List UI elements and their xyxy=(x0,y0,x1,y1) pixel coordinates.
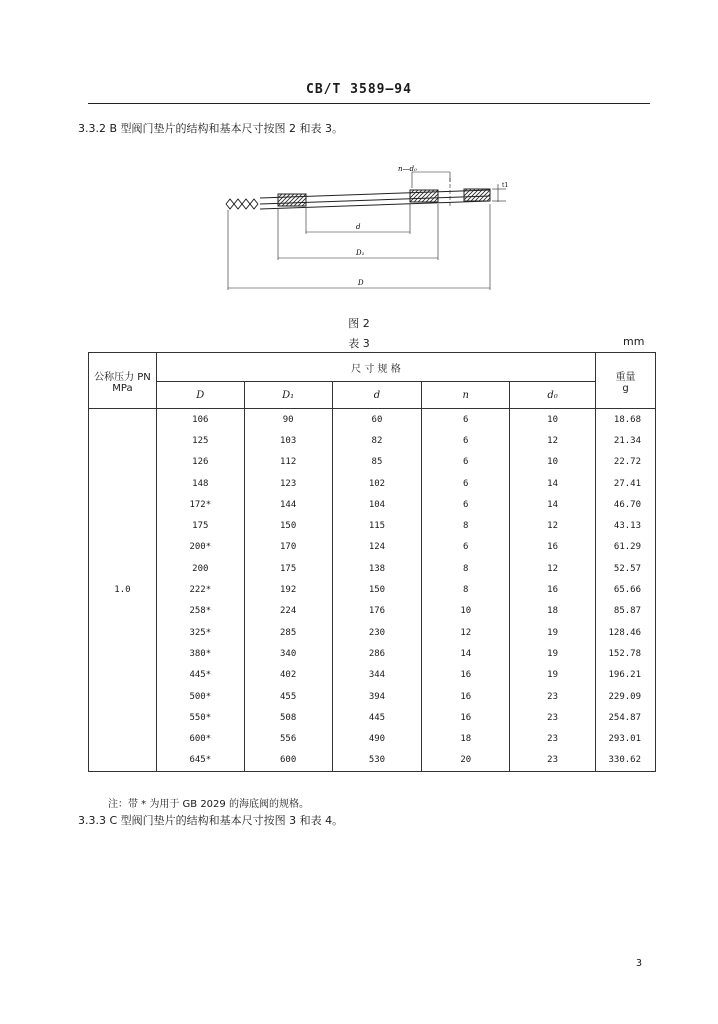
cell-weight: 85.87 xyxy=(595,601,655,622)
table-note: 注：带 * 为用于 GB 2029 的海底阀的规格。 xyxy=(108,799,309,810)
cell-n: 18 xyxy=(422,728,510,749)
cell-d0: 16 xyxy=(510,579,596,600)
header-rule xyxy=(88,103,650,104)
table-row xyxy=(89,728,656,749)
table-row xyxy=(89,707,656,728)
table-row xyxy=(89,622,656,643)
cell-D: 200* xyxy=(156,537,244,558)
table-row xyxy=(89,643,656,664)
cell-weight: 196.21 xyxy=(595,665,655,686)
cell-D: 380* xyxy=(156,643,244,664)
label-n-d0: n—d₀ xyxy=(398,165,417,173)
col-header-D: D xyxy=(156,382,244,409)
section-3-3-2-text: 3.3.2 B 型阀门垫片的结构和基本尺寸按图 2 和表 3。 xyxy=(78,122,344,135)
table-row xyxy=(89,494,656,515)
cell-n: 8 xyxy=(422,515,510,536)
cell-n: 6 xyxy=(422,409,510,431)
cell-n: 6 xyxy=(422,494,510,515)
figure-caption: 图 2 xyxy=(348,317,370,330)
dims-header: 尺 寸 规 格 xyxy=(156,353,595,382)
table-caption: 表 3 xyxy=(348,337,370,350)
table-row xyxy=(89,409,656,431)
table-body xyxy=(89,409,656,772)
cell-D1: 402 xyxy=(244,665,332,686)
cell-d0: 16 xyxy=(510,537,596,558)
cell-d0: 19 xyxy=(510,643,596,664)
unit-label: mm xyxy=(623,335,645,348)
cell-d0: 19 xyxy=(510,665,596,686)
cell-D: 645* xyxy=(156,750,244,772)
cell-weight: 330.62 xyxy=(595,750,655,772)
cell-D1: 340 xyxy=(244,643,332,664)
cell-D1: 150 xyxy=(244,515,332,536)
cell-weight: 21.34 xyxy=(595,430,655,451)
cell-d: 344 xyxy=(332,665,422,686)
cell-D: 125 xyxy=(156,430,244,451)
pn-unit: MPa xyxy=(112,382,133,394)
cell-weight: 22.72 xyxy=(595,452,655,473)
col-header-n: n xyxy=(422,382,510,409)
cell-d: 445 xyxy=(332,707,422,728)
table-row xyxy=(89,665,656,686)
cell-D1: 112 xyxy=(244,452,332,473)
figure-2-gasket-drawing xyxy=(220,160,520,304)
cell-D1: 455 xyxy=(244,686,332,707)
table-row xyxy=(89,686,656,707)
cell-D1: 123 xyxy=(244,473,332,494)
cell-D: 258* xyxy=(156,601,244,622)
cell-D1: 175 xyxy=(244,558,332,579)
dimension-table xyxy=(88,352,656,772)
cell-d: 394 xyxy=(332,686,422,707)
cell-d: 138 xyxy=(332,558,422,579)
cell-D: 126 xyxy=(156,452,244,473)
cell-d: 124 xyxy=(332,537,422,558)
cell-weight: 152.78 xyxy=(595,643,655,664)
cell-d0: 23 xyxy=(510,707,596,728)
cell-D1: 556 xyxy=(244,728,332,749)
table-row xyxy=(89,579,656,600)
table-row xyxy=(89,601,656,622)
table-row xyxy=(89,558,656,579)
page-number: 3 xyxy=(636,958,643,969)
cell-n: 16 xyxy=(422,686,510,707)
table-row xyxy=(89,430,656,451)
weight-header-cell xyxy=(595,353,655,409)
cell-weight: 27.41 xyxy=(595,473,655,494)
cell-d: 102 xyxy=(332,473,422,494)
cell-weight: 46.70 xyxy=(595,494,655,515)
cell-weight: 18.68 xyxy=(595,409,655,431)
label-D: D xyxy=(358,279,364,287)
table-row xyxy=(89,515,656,536)
cell-d0: 10 xyxy=(510,452,596,473)
cell-d0: 12 xyxy=(510,558,596,579)
cell-D: 200 xyxy=(156,558,244,579)
cell-d: 115 xyxy=(332,515,422,536)
cell-n: 6 xyxy=(422,430,510,451)
cell-d: 85 xyxy=(332,452,422,473)
cell-n: 16 xyxy=(422,707,510,728)
cell-D: 500* xyxy=(156,686,244,707)
cell-D: 445* xyxy=(156,665,244,686)
cell-D: 148 xyxy=(156,473,244,494)
cell-d0: 23 xyxy=(510,750,596,772)
pn-value: 1.0 xyxy=(89,409,157,772)
cell-D: 325* xyxy=(156,622,244,643)
label-D1: D₁ xyxy=(356,249,365,257)
weight-unit: g xyxy=(622,382,629,394)
cell-d0: 12 xyxy=(510,515,596,536)
weight-header: 重量 xyxy=(615,371,636,383)
cell-weight: 43.13 xyxy=(595,515,655,536)
cell-d: 60 xyxy=(332,409,422,431)
cell-d: 104 xyxy=(332,494,422,515)
section-3-3-3-text: 3.3.3 C 型阀门垫片的结构和基本尺寸按图 3 和表 4。 xyxy=(78,814,344,827)
table-row xyxy=(89,537,656,558)
cell-n: 20 xyxy=(422,750,510,772)
pn-header-cell xyxy=(89,353,157,409)
cell-D: 550* xyxy=(156,707,244,728)
cell-d0: 23 xyxy=(510,686,596,707)
cell-n: 6 xyxy=(422,537,510,558)
cell-d: 286 xyxy=(332,643,422,664)
cell-D1: 285 xyxy=(244,622,332,643)
cell-weight: 61.29 xyxy=(595,537,655,558)
col-header-D1: D₁ xyxy=(244,382,332,409)
cell-d0: 23 xyxy=(510,728,596,749)
cell-n: 14 xyxy=(422,643,510,664)
pn-header: 公称压力 PN xyxy=(94,371,151,383)
cell-D: 106 xyxy=(156,409,244,431)
cell-D1: 90 xyxy=(244,409,332,431)
cell-weight: 229.09 xyxy=(595,686,655,707)
cell-d0: 18 xyxy=(510,601,596,622)
cell-d: 230 xyxy=(332,622,422,643)
cell-n: 8 xyxy=(422,558,510,579)
cell-n: 6 xyxy=(422,473,510,494)
cell-D1: 224 xyxy=(244,601,332,622)
cell-weight: 293.01 xyxy=(595,728,655,749)
cell-n: 6 xyxy=(422,452,510,473)
cell-D: 600* xyxy=(156,728,244,749)
cell-n: 12 xyxy=(422,622,510,643)
cell-d: 150 xyxy=(332,579,422,600)
cell-d: 82 xyxy=(332,430,422,451)
cell-D1: 103 xyxy=(244,430,332,451)
cell-d0: 14 xyxy=(510,494,596,515)
table-row xyxy=(89,452,656,473)
gasket-cross-section-svg xyxy=(220,160,520,300)
cell-weight: 65.66 xyxy=(595,579,655,600)
cell-D1: 508 xyxy=(244,707,332,728)
cell-d0: 10 xyxy=(510,409,596,431)
label-d: d xyxy=(356,223,361,231)
label-thickness: t1 xyxy=(502,182,509,189)
cell-n: 10 xyxy=(422,601,510,622)
cell-d: 176 xyxy=(332,601,422,622)
cell-d: 490 xyxy=(332,728,422,749)
cell-D1: 192 xyxy=(244,579,332,600)
table-row xyxy=(89,473,656,494)
col-header-d: d xyxy=(332,382,422,409)
table-row xyxy=(89,750,656,772)
cell-weight: 254.87 xyxy=(595,707,655,728)
cell-D1: 170 xyxy=(244,537,332,558)
cell-D: 172* xyxy=(156,494,244,515)
cell-d: 530 xyxy=(332,750,422,772)
cell-d0: 12 xyxy=(510,430,596,451)
standard-code-header: CB/T 3589—94 xyxy=(306,82,412,97)
cell-D1: 600 xyxy=(244,750,332,772)
col-header-d0: d₀ xyxy=(510,382,596,409)
cell-D: 175 xyxy=(156,515,244,536)
cell-n: 8 xyxy=(422,579,510,600)
cell-weight: 128.46 xyxy=(595,622,655,643)
cell-D1: 144 xyxy=(244,494,332,515)
cell-d0: 19 xyxy=(510,622,596,643)
cell-weight: 52.57 xyxy=(595,558,655,579)
cell-d0: 14 xyxy=(510,473,596,494)
cell-D: 222* xyxy=(156,579,244,600)
cell-n: 16 xyxy=(422,665,510,686)
